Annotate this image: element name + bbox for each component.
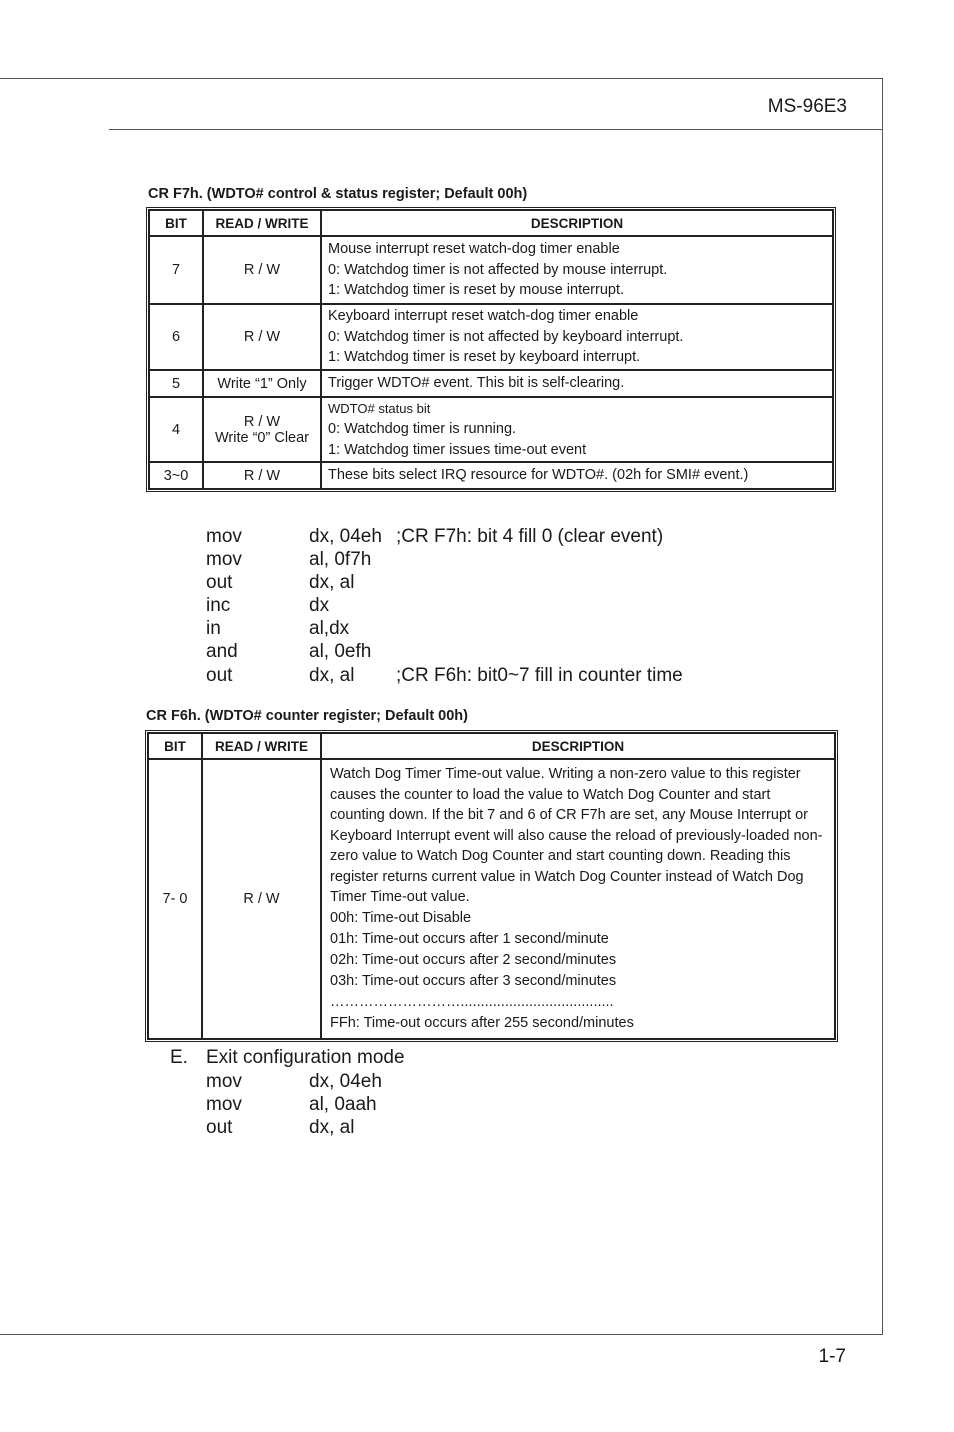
code-arg: dx, 04eh — [309, 526, 382, 547]
description-line: 0: Watchdog timer is not affected by mouse interrupt. — [328, 261, 668, 278]
code-op: out — [206, 572, 233, 594]
rw-line: Write “0” Clear — [215, 429, 309, 446]
table-row — [149, 304, 833, 370]
code-op: inc — [206, 595, 231, 617]
code-op: out — [206, 664, 233, 686]
description-line: 0: Watchdog timer is running. — [328, 421, 517, 438]
description-line: Mouse interrupt reset watch-dog timer enable — [328, 241, 620, 258]
description-line: Trigger WDTO# event. This bit is self-clearing. — [328, 375, 625, 392]
code-arg: dx, al — [309, 572, 355, 594]
column-header-bit: BIT — [148, 733, 202, 759]
table-header-row — [148, 733, 835, 759]
code-op: mov — [206, 1071, 242, 1092]
code-line — [206, 1116, 396, 1139]
description-line: WDTO# status bit — [328, 400, 431, 416]
column-header-read-write: READ / WRITE — [203, 210, 321, 236]
description-line: These bits select IRQ resource for WDTO#. (02h for SMI# event.) — [328, 467, 749, 484]
code-op: out — [206, 1117, 233, 1139]
table1-caption: CR F7h. (WDTO# control & status register; Default 00h) — [148, 186, 528, 202]
rw-cell: R / W — [203, 462, 321, 489]
table-row — [149, 370, 833, 397]
description-line: 01h: Time-out occurs after 1 second/minute — [330, 930, 609, 947]
table2-caption: CR F6h. (WDTO# counter register; Default 00h) — [146, 708, 468, 724]
description-line: FFh: Time-out occurs after 255 second/minutes — [330, 1014, 634, 1031]
code-op: mov — [206, 526, 242, 547]
code-op: in — [206, 618, 221, 640]
description-line: 00h: Time-out Disable — [330, 909, 472, 926]
code-comment: ;CR F7h: bit 4 fill 0 (clear event) — [396, 526, 664, 547]
register-table-f6h — [145, 730, 838, 1042]
code-line — [206, 571, 683, 594]
description-paragraph: Watch Dog Timer Time-out value. Writing a non-zero value to this register causes the counter to load the value to Watch Dog Counter and start counting down. If the bit 7 and 6 of CR F7h are set, any Mouse Interrupt or Keyboard Interrupt event will also cause the reload of previously-loaded non-zero value to Watch Dog Counter and start counting down. Reading this register returns current value in Watch Dog Counter instead of Watch Dog Timer Time-out value. — [330, 766, 823, 905]
table-row — [149, 462, 833, 489]
bit-cell: 3~0 — [149, 462, 203, 489]
description-line: Keyboard interrupt reset watch-dog timer enable — [328, 308, 639, 325]
column-header-description: DESCRIPTION — [321, 210, 833, 236]
code-line — [206, 548, 683, 571]
bit-cell: 6 — [149, 304, 203, 370]
rw-cell: R / W — [202, 759, 321, 1039]
code-arg: al, 0efh — [309, 641, 372, 663]
description-cell — [321, 759, 835, 1039]
description-line: 0: Watchdog timer is not affected by keyboard interrupt. — [328, 328, 684, 345]
code-op: mov — [206, 549, 242, 571]
column-header-read-write: READ / WRITE — [202, 733, 321, 759]
code-arg: dx, al — [309, 664, 355, 686]
code-arg: al, 0aah — [309, 1094, 377, 1116]
code-arg: dx, al — [309, 1117, 355, 1139]
code-op: and — [206, 641, 238, 663]
description-line: 1: Watchdog timer is reset by mouse interrupt. — [328, 282, 625, 299]
description-cell — [321, 462, 833, 489]
rw-cell — [203, 397, 321, 462]
section-letter: E. — [170, 1047, 188, 1068]
code-line — [206, 594, 683, 617]
code-line — [206, 1093, 396, 1116]
bit-cell: 5 — [149, 370, 203, 397]
code-line — [206, 525, 683, 548]
rw-cell: R / W — [203, 304, 321, 370]
table-row — [148, 759, 835, 1039]
description-line: 02h: Time-out occurs after 2 second/minutes — [330, 951, 617, 968]
top-border-line — [0, 78, 883, 79]
right-border-line — [882, 78, 883, 1335]
bit-cell: 7- 0 — [148, 759, 202, 1039]
description-cell — [321, 236, 833, 304]
page-number: 1-7 — [818, 1346, 846, 1367]
rw-cell: Write “1” Only — [203, 370, 321, 397]
rw-cell: 4 — [149, 397, 203, 462]
section-e-heading — [170, 1047, 405, 1069]
code-line — [206, 1070, 396, 1093]
description-cell — [321, 370, 833, 397]
model-number: MS-96E3 — [767, 96, 847, 117]
section-title: Exit configuration mode — [206, 1047, 405, 1068]
rw-cell: R / W — [203, 236, 321, 304]
table-row — [149, 236, 833, 304]
code-arg: dx, 04eh — [309, 1071, 382, 1092]
bit-cell: 7 — [149, 236, 203, 304]
description-cell — [321, 397, 833, 462]
code-line — [206, 617, 683, 640]
description-line: 1: Watchdog timer issues time-out event — [328, 441, 587, 458]
description-line: 1: Watchdog timer is reset by keyboard interrupt. — [328, 349, 641, 366]
code-block-exit-config — [206, 1070, 396, 1139]
table-row — [149, 397, 833, 462]
bottom-border-line — [0, 1334, 883, 1335]
description-cell — [321, 304, 833, 370]
code-line — [206, 664, 683, 687]
column-header-description: DESCRIPTION — [321, 733, 835, 759]
code-block-set-counter — [206, 525, 683, 687]
header-rule — [109, 129, 883, 130]
table-header-row — [149, 210, 833, 236]
code-arg: al,dx — [309, 618, 350, 640]
code-comment: ;CR F6h: bit0~7 fill in counter time — [396, 664, 683, 686]
description-line: ………………………...................................... — [330, 993, 614, 1010]
code-op: mov — [206, 1094, 242, 1116]
code-arg: al, 0f7h — [309, 549, 372, 571]
description-line: 03h: Time-out occurs after 3 second/minutes — [330, 972, 617, 989]
column-header-bit: BIT — [149, 210, 203, 236]
rw-line: R / W — [243, 413, 281, 430]
register-table-f7h — [146, 207, 836, 492]
code-line — [206, 640, 683, 663]
code-arg: dx — [309, 595, 330, 617]
